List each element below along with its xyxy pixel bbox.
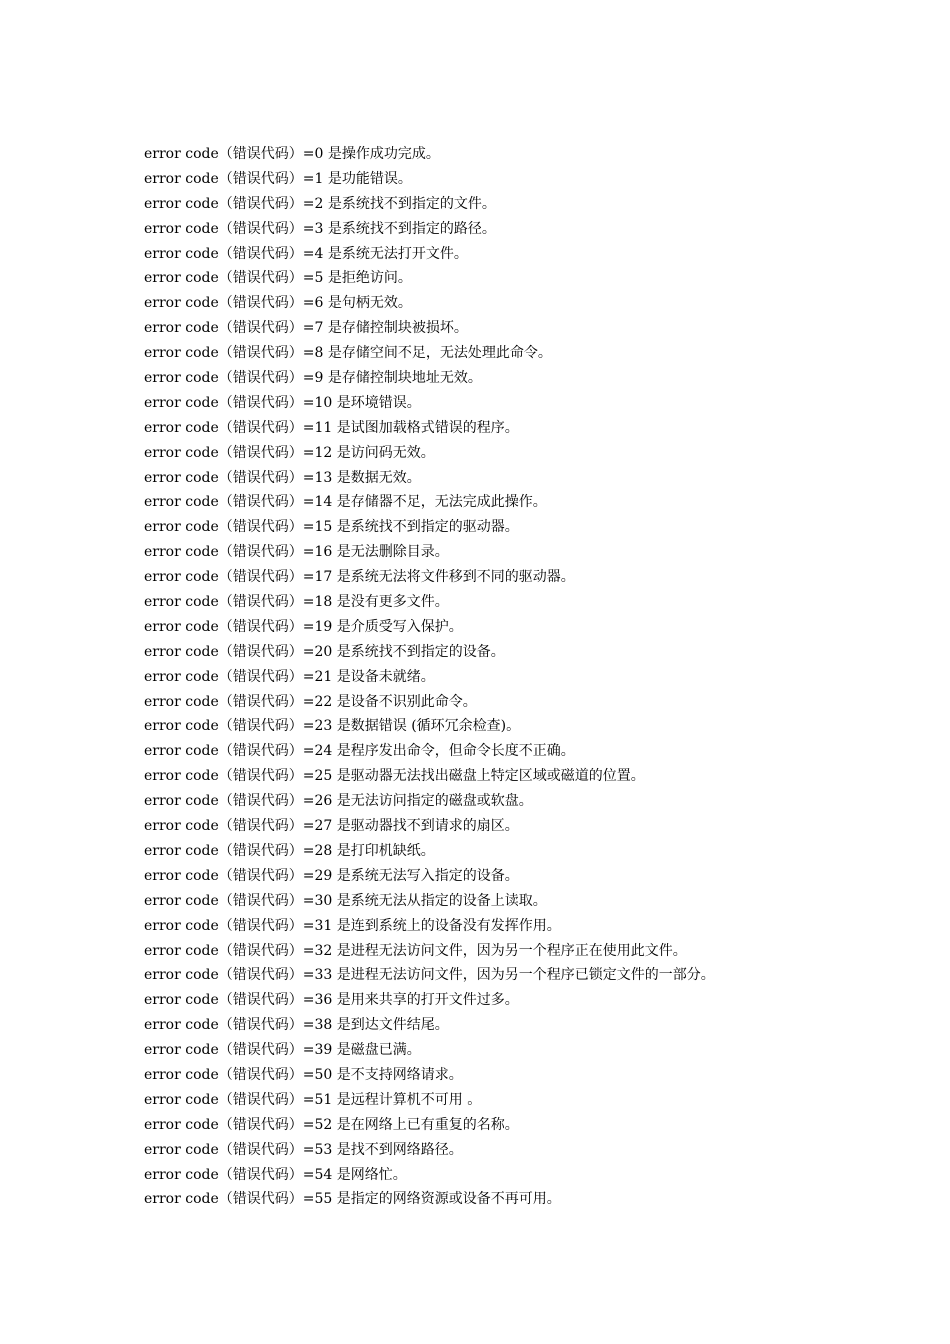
error-code-line: error code（错误代码）=30 是系统无法从指定的设备上读取。	[144, 892, 547, 909]
error-code-line: error code（错误代码）=38 是到达文件结尾。	[144, 1017, 449, 1034]
error-code-line: error code（错误代码）=50 是不支持网络请求。	[144, 1066, 463, 1083]
error-code-line: error code（错误代码）=19 是介质受写入保护。	[144, 618, 463, 635]
error-code-line: error code（错误代码）=27 是驱动器找不到请求的扇区。	[144, 818, 519, 835]
error-code-line: error code（错误代码）=24 是程序发出命令，但命令长度不正确。	[144, 743, 575, 760]
error-code-line: error code（错误代码）=14 是存储器不足，无法完成此操作。	[144, 494, 547, 511]
error-code-line: error code（错误代码）=7 是存储控制块被损坏。	[144, 320, 468, 337]
error-code-line: error code（错误代码）=55 是指定的网络资源或设备不再可用。	[144, 1191, 561, 1208]
error-code-line: error code（错误代码）=21 是设备未就绪。	[144, 668, 435, 685]
error-code-line: error code（错误代码）=36 是用来共享的打开文件过多。	[144, 992, 519, 1009]
error-code-line: error code（错误代码）=11 是试图加载格式错误的程序。	[144, 419, 519, 436]
error-code-line: error code（错误代码）=1 是功能错误。	[144, 170, 412, 187]
error-code-line: error code（错误代码）=25 是驱动器无法找出磁盘上特定区域或磁道的位置。	[144, 768, 645, 785]
error-code-line: error code（错误代码）=16 是无法删除目录。	[144, 544, 449, 561]
error-code-line: error code（错误代码）=29 是系统无法写入指定的设备。	[144, 867, 519, 884]
error-code-line: error code（错误代码）=5 是拒绝访问。	[144, 270, 412, 287]
error-code-line: error code（错误代码）=31 是连到系统上的设备没有发挥作用。	[144, 917, 561, 934]
error-code-line: error code（错误代码）=39 是磁盘已满。	[144, 1042, 421, 1059]
error-code-line: error code（错误代码）=17 是系统无法将文件移到不同的驱动器。	[144, 569, 575, 586]
error-code-line: error code（错误代码）=18 是没有更多文件。	[144, 594, 449, 611]
error-code-line: error code（错误代码）=15 是系统找不到指定的驱动器。	[144, 519, 519, 536]
error-code-line: error code（错误代码）=13 是数据无效。	[144, 469, 421, 486]
error-code-line: error code（错误代码）=23 是数据错误 (循环冗余检查)。	[144, 718, 521, 735]
error-code-line: error code（错误代码）=26 是无法访问指定的磁盘或软盘。	[144, 793, 533, 810]
error-code-line: error code（错误代码）=53 是找不到网络路径。	[144, 1141, 463, 1158]
error-code-line: error code（错误代码）=20 是系统找不到指定的设备。	[144, 643, 505, 660]
error-code-line: error code（错误代码）=28 是打印机缺纸。	[144, 842, 435, 859]
error-code-line: error code（错误代码）=2 是系统找不到指定的文件。	[144, 195, 496, 212]
error-code-line: error code（错误代码）=10 是环境错误。	[144, 394, 421, 411]
error-code-line: error code（错误代码）=3 是系统找不到指定的路径。	[144, 220, 496, 237]
error-code-line: error code（错误代码）=51 是远程计算机不可用 。	[144, 1091, 482, 1108]
error-code-line: error code（错误代码）=6 是句柄无效。	[144, 295, 412, 312]
error-code-line: error code（错误代码）=4 是系统无法打开文件。	[144, 245, 468, 262]
error-code-line: error code（错误代码）=52 是在网络上已有重复的名称。	[144, 1116, 519, 1133]
error-code-line: error code（错误代码）=12 是访问码无效。	[144, 444, 435, 461]
error-code-line: error code（错误代码）=33 是进程无法访问文件，因为另一个程序已锁定文件的一部分。	[144, 967, 715, 984]
error-code-line: error code（错误代码）=22 是设备不识别此命令。	[144, 693, 477, 710]
error-code-line: error code（错误代码）=9 是存储控制块地址无效。	[144, 370, 482, 387]
error-code-line: error code（错误代码）=0 是操作成功完成。	[144, 146, 440, 162]
error-code-list	[144, 142, 715, 1212]
error-code-line: error code（错误代码）=32 是进程无法访问文件，因为另一个程序正在使用此文件。	[144, 942, 687, 959]
error-code-line: error code（错误代码）=8 是存储空间不足，无法处理此命令。	[144, 345, 552, 362]
error-code-line: error code（错误代码）=54 是网络忙。	[144, 1166, 407, 1183]
